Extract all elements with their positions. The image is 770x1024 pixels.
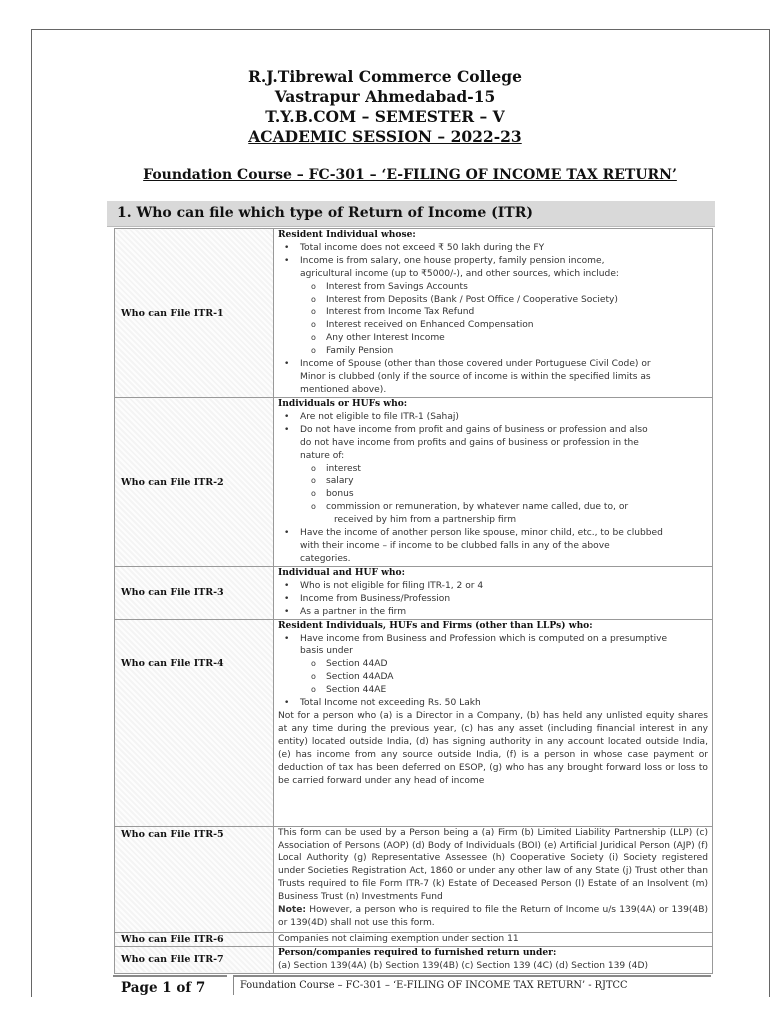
sub-item: o salary [278,475,708,488]
list-item-cont: mentioned above). [300,384,387,395]
row-heading: Resident Individuals, HUFs and Firms (other than LLPs) who: [278,619,593,631]
sub-item-cont: received by him from a partnership firm [334,515,517,526]
row-content [274,932,713,946]
sub-item: o Interest from Income Tax Refund [278,306,708,319]
note-text: However, a person who is required to file the Return of Income u/s 139(4A) or 139(4B) or 139(4D) shall not use this form. [278,905,708,928]
sub-item: o Family Pension [278,345,708,358]
row-label: Who can File ITR-4 [115,619,274,826]
list-item-cont: do not have income from profits and gains of business or profession in the [300,437,639,448]
section-heading: 1. Who can file which type of Return of Income (ITR) [117,205,533,221]
list-item: • Who is not eligible for filing ITR-1, 2 or 4 [278,580,708,593]
row-paragraph: This form can be used by a Person being a (a) Firm (b) Limited Liability Partnership (LLP) (c) Association of Persons (AOP) (d) Body of Individuals (BOI) (e) Artificial Juridical Person (AJP) (f) Local Authority (g) Representative Assessee (h) Cooperative Society (i) Society registered under Societies Registration Act, 1860 or under any other law of any State (j) Trust other than Trusts required to file Form ITR-7 (k) Estate of Deceased Person (l) Estate of an Insolvent (m) Business Trust (n) Investments Fund [278,827,708,903]
row-label: Who can File ITR-2 [115,398,274,567]
list-item-cont: agricultural income (up to ₹5000/-), and other sources, which include: [300,268,619,279]
list-item: • Income of Spouse (other than those covered under Portuguese Civil Code) or [278,358,708,371]
row-label: Who can File ITR-3 [115,567,274,620]
table-row [115,398,713,567]
academic-session: ACADEMIC SESSION – 2022-23 [248,127,522,146]
sub-item: o Section 44AE [278,684,708,697]
note-label: Note: [278,905,307,916]
row-text: (a) Section 139(4A) (b) Section 139(4B) (c) Section 139 (4C) (d) Section 139 (4D) [278,960,648,971]
row-content [274,946,713,973]
list-item-cont: with their income – if income to be clubbed falls in any of the above [300,540,610,551]
table-row [115,567,713,620]
row-content [274,229,713,398]
row-label: Who can File ITR-6 [115,932,274,946]
list-item: • Do not have income from profit and gains of business or profession and also [278,424,708,437]
sub-item: o Section 44ADA [278,671,708,684]
list-item: • Income from Business/Profession [278,593,708,606]
sub-item: o Interest from Savings Accounts [278,281,708,294]
class-name: T.Y.B.COM – SEMESTER – V [265,107,505,126]
document-header [0,67,770,147]
itr-table [114,228,713,974]
sub-item: o Interest received on Enhanced Compensation [278,319,708,332]
course-title: Foundation Course – FC-301 – ‘E-FILING OF INCOME TAX RETURN’ [143,167,677,183]
list-item: • Total Income not exceeding Rs. 50 Lakh [278,697,708,710]
table-row [115,946,713,973]
list-item-cont: categories. [300,553,351,564]
list-item: • Income is from salary, one house property, family pension income, [278,255,708,268]
list-item-cont: nature of: [300,450,345,461]
footer-text: Foundation Course – FC-301 – ‘E-FILING OF INCOME TAX RETURN’ - RJTCC [233,975,711,995]
row-label: Who can File ITR-5 [115,826,274,932]
row-heading: Person/companies required to furnished return under: [278,946,557,958]
list-item: • Are not eligible to file ITR-1 (Sahaj) [278,411,708,424]
list-item: • Total income does not exceed ₹ 50 lakh during the FY [278,242,708,255]
table-row [115,229,713,398]
table-row [115,932,713,946]
sub-item: o Interest from Deposits (Bank / Post Office / Cooperative Society) [278,294,708,307]
row-note [278,904,708,930]
list-item-cont: Minor is clubbed (only if the source of income is within the specified limits as [300,371,651,382]
sub-item: o bonus [278,488,708,501]
list-item-cont: basis under [300,646,353,657]
list-item: • Have the income of another person like spouse, minor child, etc., to be clubbed [278,527,708,540]
row-heading: Resident Individual whose: [278,229,416,240]
section-heading-bar [107,201,715,227]
row-content [274,398,713,567]
list-item: • Have income from Business and Profession which is computed on a presumptive [278,633,708,646]
college-location: Vastrapur Ahmedabad-15 [274,87,496,106]
row-label: Who can File ITR-7 [115,946,274,973]
row-label: Who can File ITR-1 [115,229,274,398]
table-row [115,826,713,932]
sub-item: o commission or remuneration, by whatever name called, due to, or [278,501,708,514]
row-content [274,826,713,932]
row-content [274,619,713,826]
page-number: Page 1 of 7 [113,975,227,995]
page-footer [113,975,711,995]
row-text: Companies not claiming exemption under section 11 [278,933,519,944]
list-item: • As a partner in the firm [278,606,708,619]
college-name: R.J.Tibrewal Commerce College [248,67,522,86]
table-row [115,619,713,826]
sub-item: o Section 44AD [278,658,708,671]
row-heading: Individual and HUF who: [278,567,405,578]
row-content [274,567,713,620]
row-paragraph: Not for a person who (a) is a Director in a Company, (b) has held any unlisted equity shares at any time during the previous year, (c) has any asset (including financial interest in any entity) located outside India, (d) has signing authority in any account located outside India, (e) has income from any source outside India, (f) is a person in whose case payment or deduction of tax has been deferred on ESOP, (g) who has any brought forward loss or loss to be carried forward under any head of income [278,710,708,786]
row-heading: Individuals or HUFs who: [278,398,408,409]
sub-item: o interest [278,463,708,476]
sub-item: o Any other Interest Income [278,332,708,345]
